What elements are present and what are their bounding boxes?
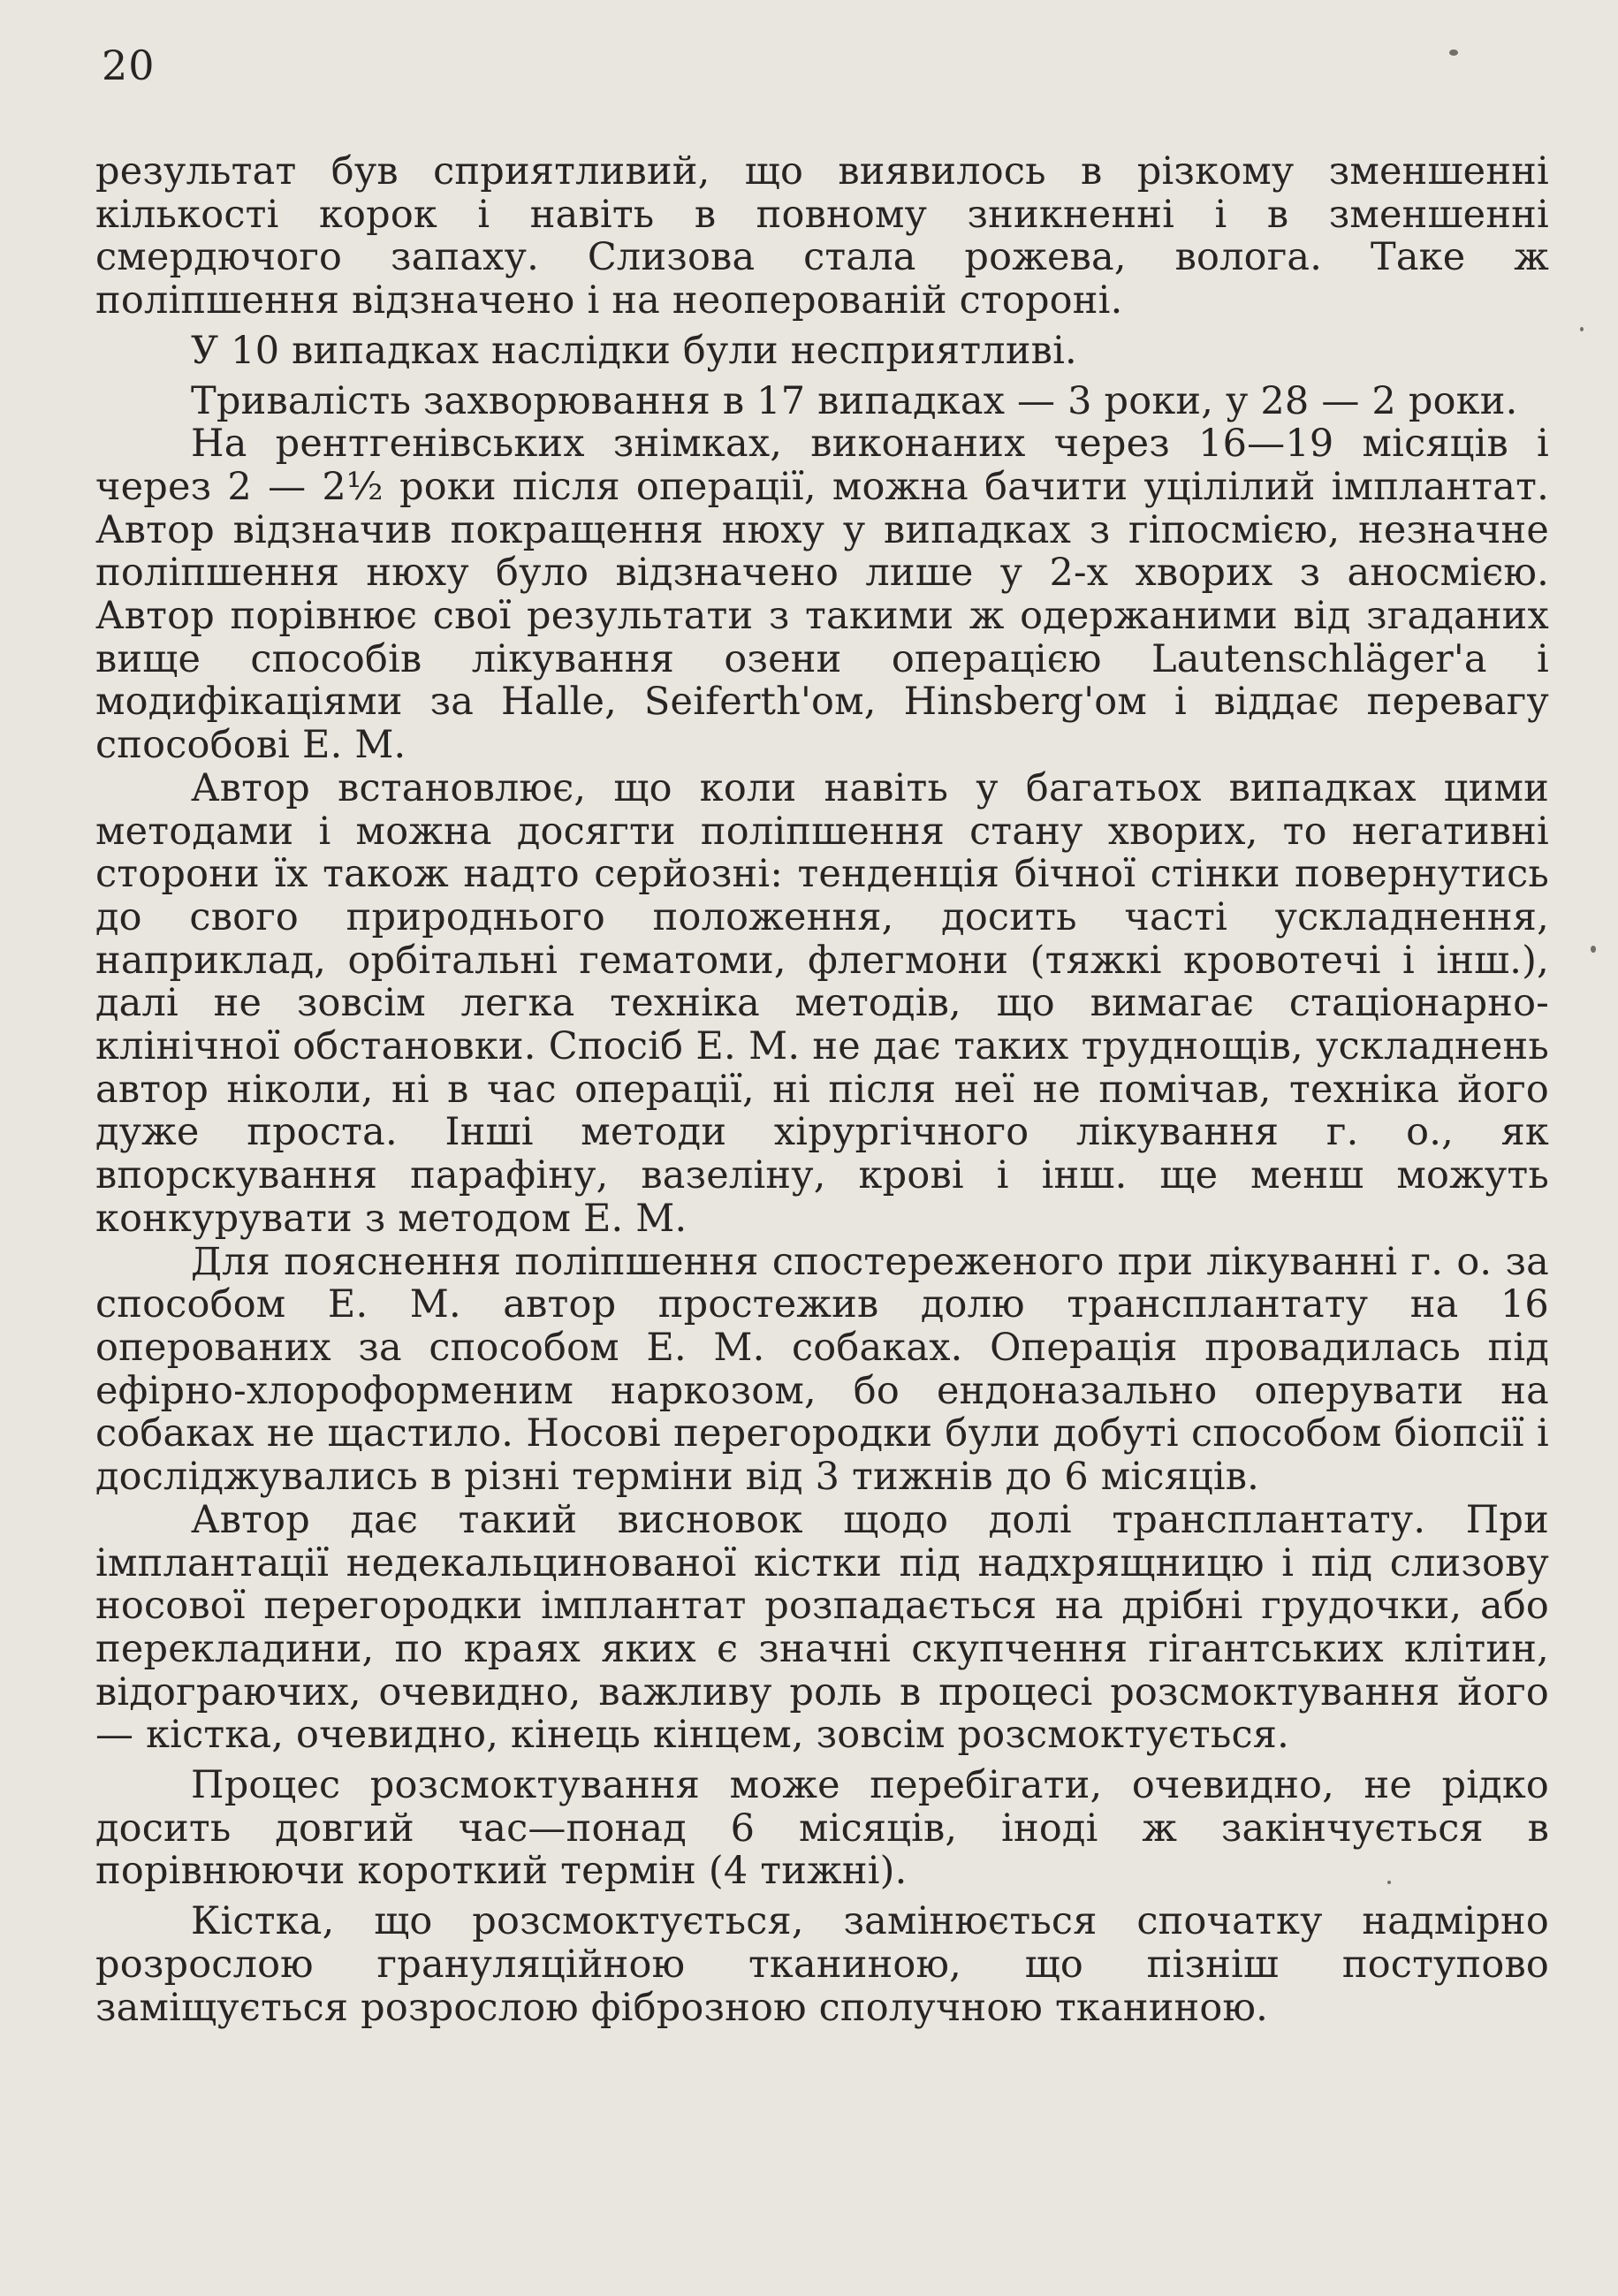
- ink-speck: [1580, 327, 1584, 331]
- paragraph-4: На рентгенівських знімках, виконаних через 16—19 місяців і через 2 — 2½ роки після операції, можна бачити уцілілий імплантат. Автор відзначив покращення нюху у випадках з гіпосмією, незначне поліпшення нюху було відзначено лише у 2-х хворих з аносмією. Автор порівнює свої результати з такими ж одержаними від згаданих вище способів лікування озени операцією Lautenschläger'а і модифікаціями за Halle, Seiferth'ом, Hinsberg'ом і віддає перевагу способові Е. М.: [95, 422, 1549, 768]
- paragraph-6: Для пояснення поліпшення спостереженого при лікуванні г. о. за способом Е. М. автор простежив долю трансплантату на 16 оперованих за способом Е. М. собаках. Операція провадилась під ефірно-хлороформеним наркозом, бо ендоназально оперувати на собаках не щастило. Носові перегородки були добуті способом біопсії і досліджувались в різні терміни від 3 тижнів до 6 місяців.: [95, 1239, 1549, 1500]
- paragraph-5: Автор встановлює, що коли навіть у багатьох випадках цими методами і можна досягти поліпшення стану хворих, то негативні сторони їх також надто серйозні: тенденція бічної стінки повернутись до свого природнього положення, досить часті ускладнення, наприклад, орбітальні гематоми, флегмони (тяжкі кровотечі і інш.), далі не зовсім легка техніка методів, що вимагає стаціонарно-клінічної обстановки. Спосіб Е. М. не дає таких труднощів, ускладнень автор ніколи, ні в час операції, ні після неї не помічав, техніка його дуже проста. Інші методи хірургічного лікування г. о., як впорскування парафіну, вазеліну, крові і інш. ще менш можуть конкурувати з методом Е. М.: [95, 765, 1549, 1241]
- paragraph-3: Тривалість захворювання в 17 випадках — 3 роки, у 28 — 2 роки.: [191, 378, 1518, 423]
- ink-speck: [1387, 1881, 1391, 1884]
- paragraph-2: У 10 випадках наслідки були несприятливі.: [191, 328, 1077, 373]
- paragraph-8: Процес розсмоктування може перебігати, очевидно, не рідко досить довгий час—понад 6 місяців, іноді ж закінчується в порівнюючи короткий термін (4 тижні).: [95, 1763, 1549, 1894]
- ink-speck: [1591, 946, 1596, 953]
- text-body: [95, 150, 1549, 2029]
- ink-speck: [1449, 49, 1458, 56]
- page-number: 20: [102, 42, 156, 89]
- paragraph-9: Кістка, що розсмоктується, замінюється спочатку надмірно розрослою грануляційною тканиною, що пізніш поступово заміщується розрослою фіброзною сполучною тканиною.: [95, 1899, 1549, 2030]
- paragraph-7: Автор дає такий висновок щодо долі трансплантату. При імплантації недекальцинованої кістки під надхрящницю і під слизову носової перегородки імплантат розпадається на дрібні грудочки, або перекладини, по краях яких є значні скупчення гігантських клітин, відограючих, очевидно, важливу роль в процесі розсмоктування його — кістка, очевидно, кінець кінцем, зовсім розсмоктується.: [95, 1497, 1549, 1758]
- paragraph-1: результат був сприятливий, що виявилось в різкому зменшенні кількості корок і навіть в повному зникненні і в зменшенні смердючого запаху. Слизова стала рожева, волога. Таке ж поліпшення відзначено і на неоперованій стороні.: [95, 149, 1549, 323]
